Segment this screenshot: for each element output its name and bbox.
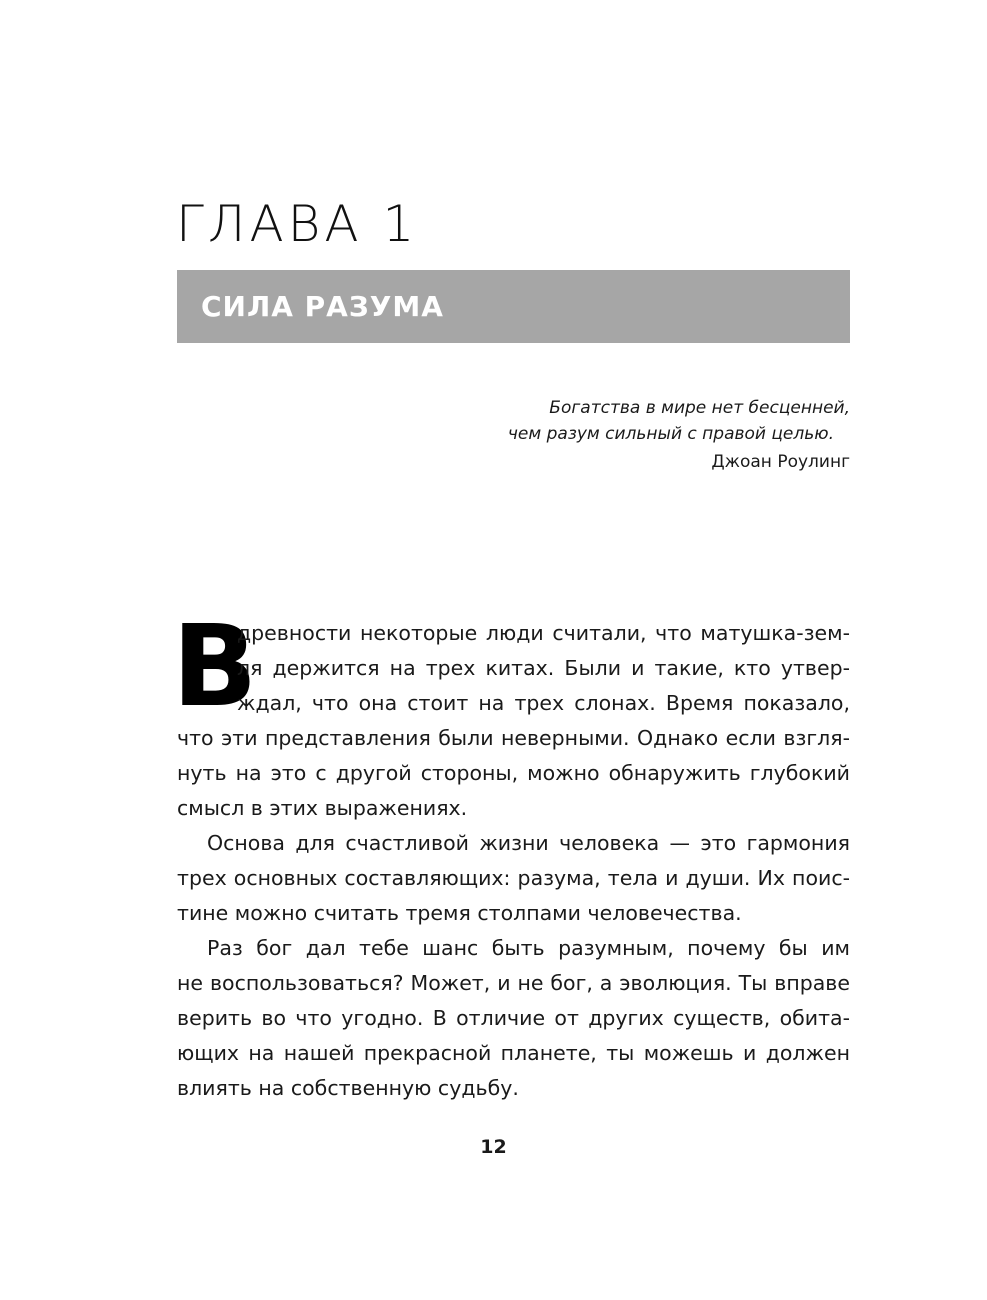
paragraph-3	[177, 931, 850, 1106]
epigraph	[440, 395, 850, 475]
text-line: влиять на собственную судьбу.	[177, 1076, 519, 1100]
text-line: древности некоторые люди считали, что матушка-зем-	[237, 621, 850, 645]
epigraph-line-2: чем разум сильный с правой целью.	[507, 424, 834, 444]
text-line: нуть на это с другой стороны, можно обнаружить глубокий	[177, 761, 850, 785]
text-line: не воспользоваться? Может, и не бог, а эволюция. Ты вправе	[177, 971, 850, 995]
text-line: ющих на нашей прекрасной планете, ты можешь и должен	[177, 1041, 850, 1065]
text-line: тине можно считать тремя столпами человечества.	[177, 901, 742, 925]
body-text	[177, 616, 850, 1106]
chapter-title-band	[177, 270, 850, 343]
drop-cap: В	[172, 602, 258, 732]
epigraph-line-1: Богатства в мире нет бесценней,	[549, 398, 850, 418]
paragraph-1	[177, 616, 850, 826]
epigraph-author: Джоан Роулинг	[711, 452, 850, 472]
text-line: Основа для счастливой жизни человека — это гармония	[207, 831, 850, 855]
text-line: что эти представления были неверными. Однако если взгля-	[177, 726, 850, 750]
text-line: трех основных составляющих: разума, тела и души. Их поис-	[177, 866, 850, 890]
text-line: ля держится на трех китах. Были и такие, кто утвер-	[237, 656, 850, 680]
chapter-label: ГЛАВА 1	[176, 195, 419, 253]
chapter-title: СИЛА РАЗУМА	[201, 289, 444, 323]
text-line: Раз бог дал тебе шанс быть разумным, почему бы им	[207, 936, 850, 960]
paragraph-2	[177, 826, 850, 931]
text-line: ждал, что она стоит на трех слонах. Время показало,	[237, 691, 850, 715]
page-number: 12	[480, 1136, 507, 1158]
text-line: верить во что угодно. В отличие от других существ, обита-	[177, 1006, 850, 1030]
text-line: смысл в этих выражениях.	[177, 796, 468, 820]
